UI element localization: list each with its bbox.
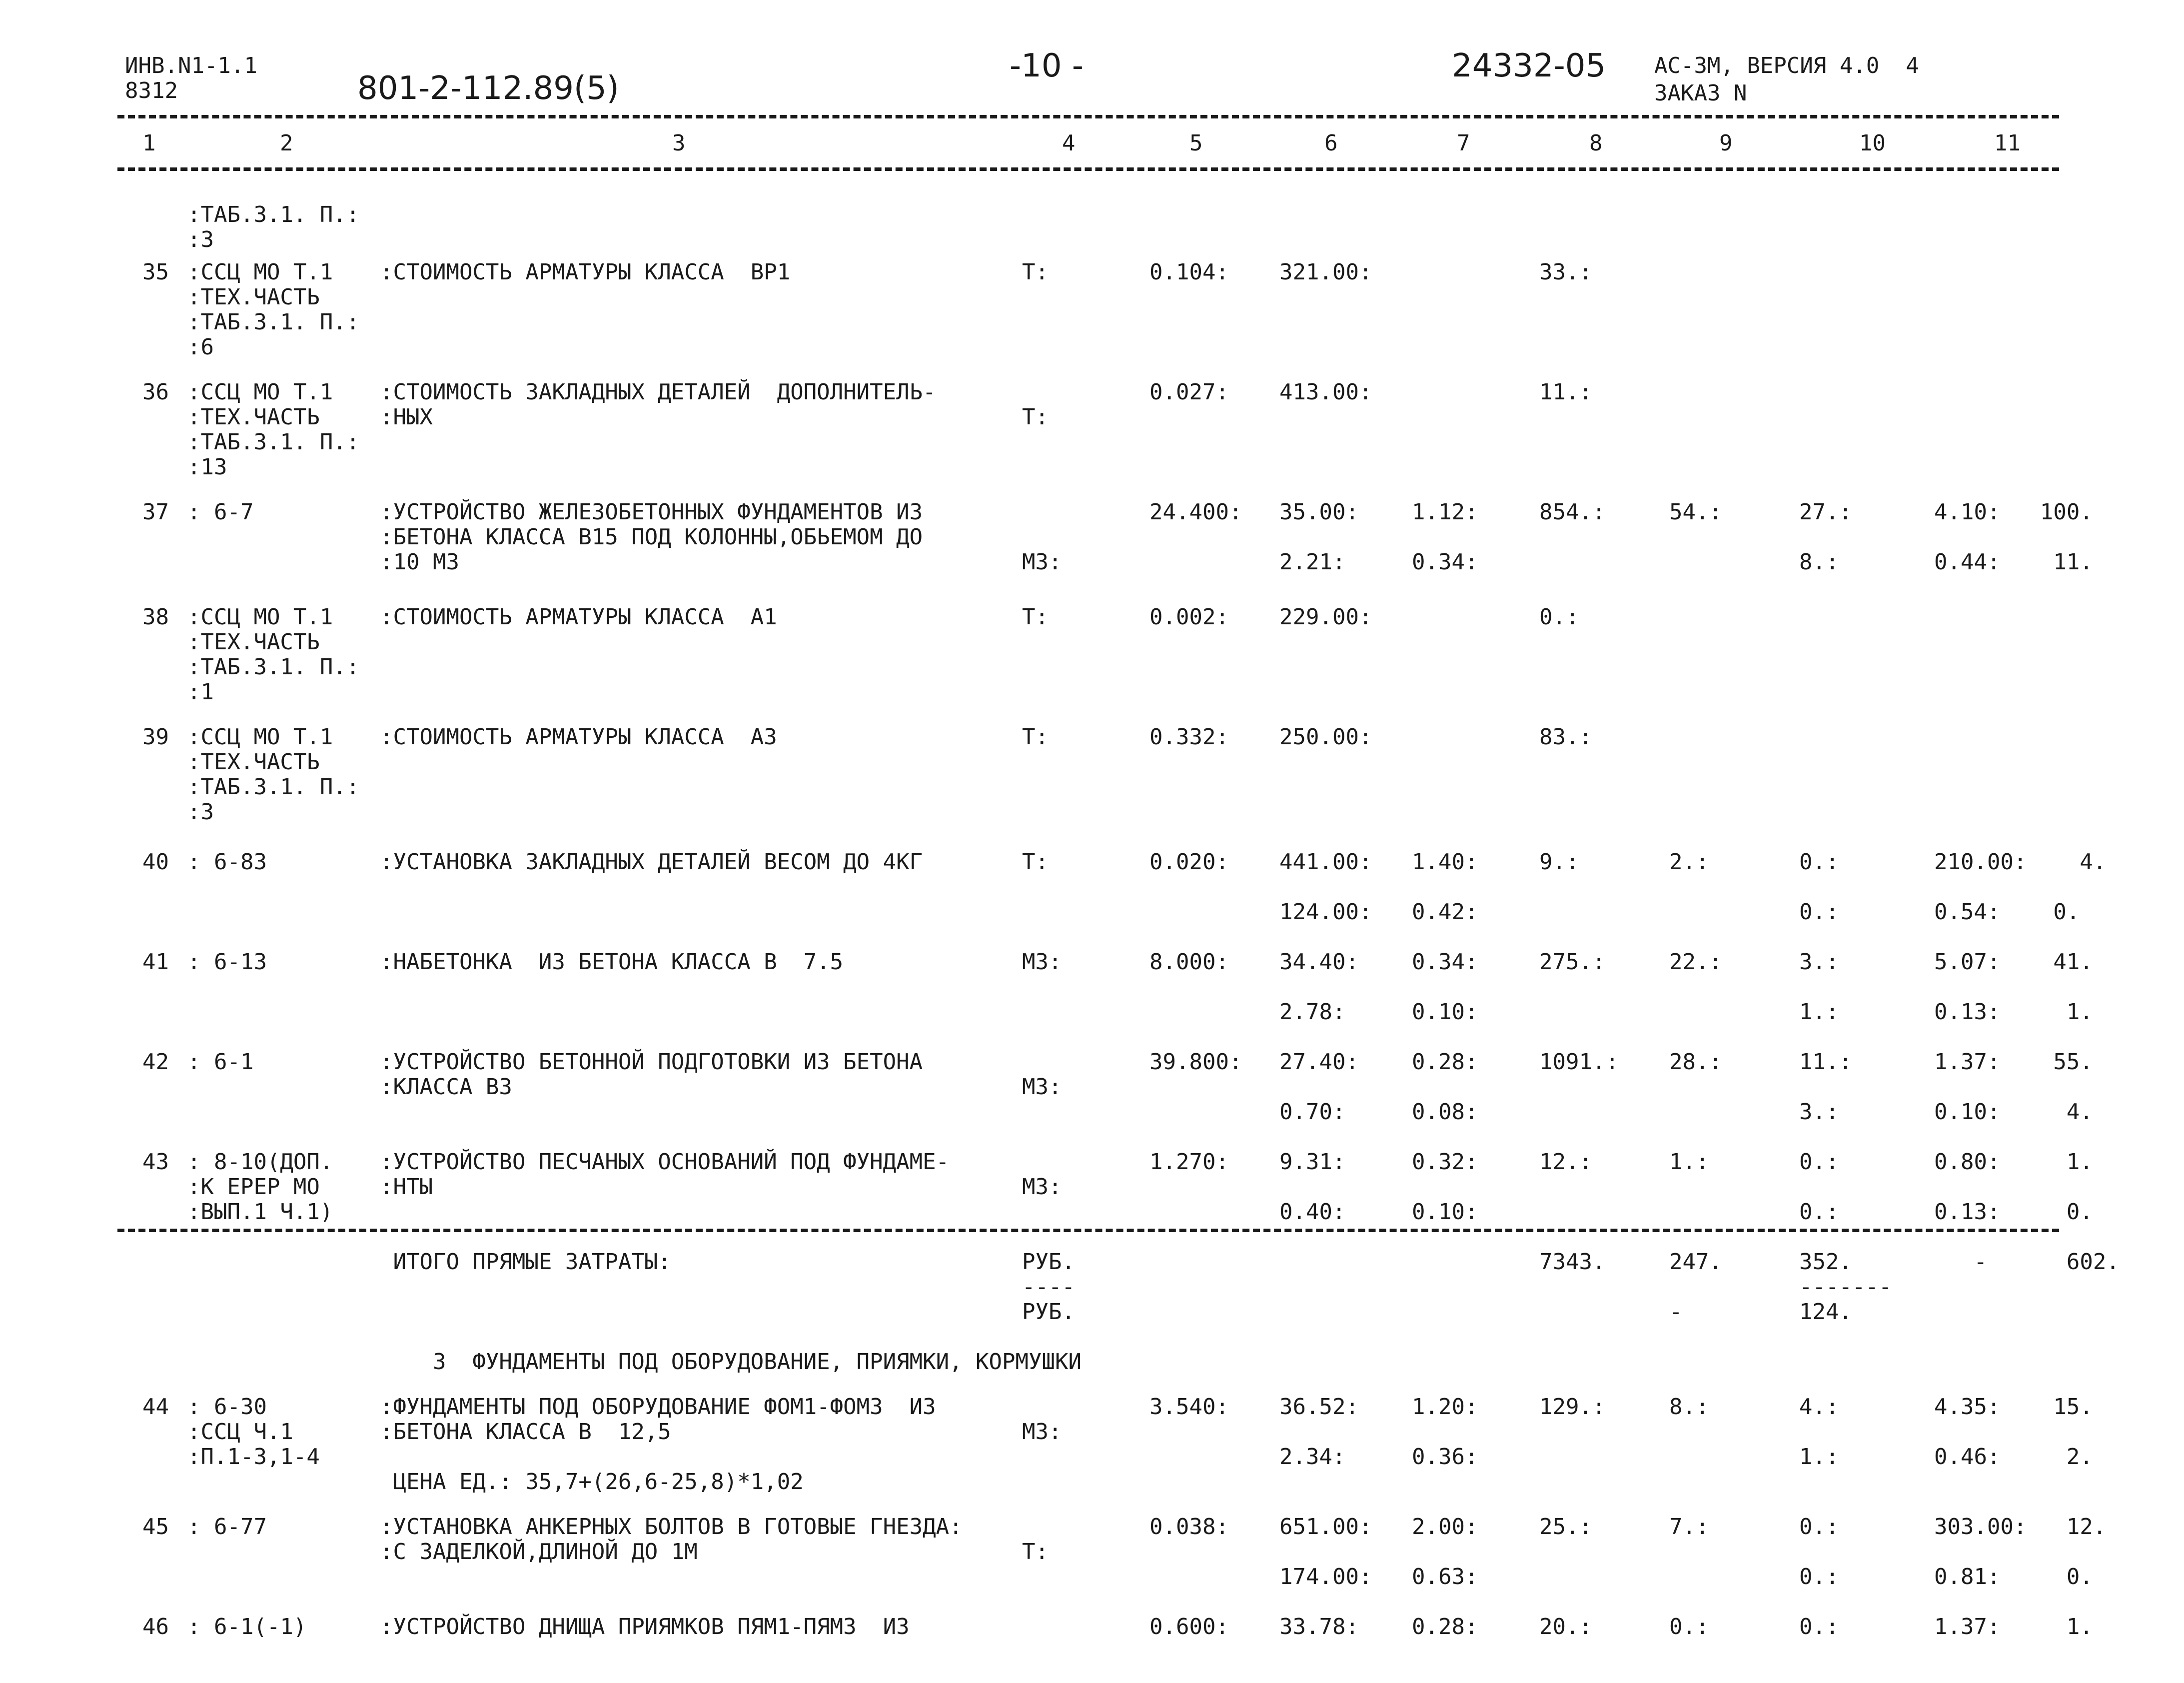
table-cell: 229.00: [1279, 604, 1372, 630]
table-cell: 0.13: 1. [1934, 999, 2093, 1025]
table-cell: : 6-77 [187, 1514, 267, 1540]
table-cell: - [1669, 1299, 1683, 1325]
inventory-number: ИНВ.N1-1.1 [125, 53, 257, 78]
table-cell: 5.07: 41. [1934, 949, 2093, 975]
table-cell: Т: [1022, 1539, 1049, 1565]
table-cell: 1.: [1799, 1444, 1839, 1470]
table-cell: : 6-13 [187, 949, 267, 975]
project-number: 24332-05 [1452, 47, 1606, 84]
column-number: 7 [1457, 130, 1470, 156]
table-cell: 44 [142, 1394, 169, 1420]
program-version: АС-3М, ВЕРСИЯ 4.0 4 [1654, 53, 1919, 78]
table-cell: 0.28: [1412, 1614, 1478, 1640]
table-cell: М3: [1022, 1419, 1062, 1445]
table-cell: 2.00: [1412, 1514, 1478, 1540]
table-cell: 247. [1669, 1249, 1722, 1275]
table-cell: :13 [187, 454, 227, 480]
table-cell: М3: [1022, 1074, 1062, 1100]
table-cell: :СТОИМОСТЬ АРМАТУРЫ КЛАССА А1 [380, 604, 777, 630]
table-cell: 0.10: [1412, 999, 1478, 1025]
table-cell: :ТЕХ.ЧАСТЬ [187, 404, 320, 430]
table-cell: 0.28: [1412, 1049, 1478, 1075]
column-number: 1 [142, 130, 156, 156]
column-number: 10 [1859, 130, 1886, 156]
column-number: 5 [1189, 130, 1203, 156]
table-cell: 0.332: [1149, 724, 1229, 750]
table-cell: 4.35: 15. [1934, 1394, 2093, 1420]
table-cell: 24.400: [1149, 499, 1242, 525]
table-cell: 41 [142, 949, 169, 975]
total-divider [117, 1229, 2059, 1232]
table-cell: 12.: [1539, 1149, 1592, 1175]
table-cell: 0.36: [1412, 1444, 1478, 1470]
table-cell: 0.: [1669, 1614, 1709, 1640]
table-cell: 0.10: 4. [1934, 1099, 2093, 1125]
table-cell: 39 [142, 724, 169, 750]
table-cell: 28.: [1669, 1049, 1722, 1075]
table-cell: :КЛАССА В3 [380, 1074, 512, 1100]
table-cell: :УСТАНОВКА АНКЕРНЫХ БОЛТОВ В ГОТОВЫЕ ГНЕЗДА: [380, 1514, 963, 1540]
header-divider-top [117, 115, 2059, 118]
table-cell: :НАБЕТОНКА ИЗ БЕТОНА КЛАССА В 7.5 [380, 949, 844, 975]
table-cell: 210.00: 4. [1934, 849, 2107, 875]
column-number: 6 [1324, 130, 1338, 156]
table-cell: :ТЕХ.ЧАСТЬ [187, 284, 320, 310]
table-cell: 9.31: [1279, 1149, 1346, 1175]
table-cell: 35 [142, 259, 169, 285]
table-cell: 854.: [1539, 499, 1606, 525]
table-cell: 0.13: 0. [1934, 1199, 2093, 1225]
table-cell: ---- [1022, 1274, 1075, 1300]
table-cell: : 6-1(-1) [187, 1614, 307, 1640]
table-cell: 0.70: [1279, 1099, 1346, 1125]
table-cell: 129.: [1539, 1394, 1606, 1420]
table-cell: :УСТАНОВКА ЗАКЛАДНЫХ ДЕТАЛЕЙ ВЕСОМ ДО 4КГ [380, 849, 923, 875]
table-cell: ИТОГО ПРЯМЫЕ ЗАТРАТЫ: [380, 1249, 671, 1275]
table-cell: 3 ФУНДАМЕНТЫ ПОД ОБОРУДОВАНИЕ, ПРИЯМКИ, КОРМУШКИ [380, 1349, 1082, 1375]
table-cell: 1.37: 55. [1934, 1049, 2093, 1075]
table-cell: 0.: [1799, 1564, 1839, 1590]
table-cell: :ССЦ Ч.1 [187, 1419, 293, 1445]
table-cell: :ССЦ МО Т.1 [187, 604, 333, 630]
table-cell: 0.: [1799, 1614, 1839, 1640]
table-cell: :СТОИМОСТЬ АРМАТУРЫ КЛАССА ВР1 [380, 259, 791, 285]
table-cell: 0.63: [1412, 1564, 1478, 1590]
table-cell: 124.00: [1279, 899, 1372, 925]
table-cell: :УСТРОЙСТВО ЖЕЛЕЗОБЕТОННЫХ ФУНДАМЕНТОВ ИЗ [380, 499, 923, 525]
table-cell: : 6-7 [187, 499, 254, 525]
table-cell: 39.800: [1149, 1049, 1242, 1075]
table-cell: - 602. [1934, 1249, 2120, 1275]
table-cell: 174.00: [1279, 1564, 1372, 1590]
table-cell: :БЕТОНА КЛАССА В 12,5 [380, 1419, 671, 1445]
table-cell: М3: [1022, 1174, 1062, 1200]
table-cell: 4.: [1799, 1394, 1839, 1420]
table-cell: 0.32: [1412, 1149, 1478, 1175]
table-cell: 1.20: [1412, 1394, 1478, 1420]
table-cell: 0.10: [1412, 1199, 1478, 1225]
table-cell: 38 [142, 604, 169, 630]
table-cell: 3.540: [1149, 1394, 1229, 1420]
table-cell: Т: [1022, 259, 1049, 285]
table-cell: : 6-1 [187, 1049, 254, 1075]
table-cell: :УСТРОЙСТВО ПЕСЧАНЫХ ОСНОВАНИЙ ПОД ФУНДАМЕ- [380, 1149, 950, 1175]
table-cell: :ТАБ.3.1. П.: [187, 202, 360, 227]
table-cell: 33.78: [1279, 1614, 1359, 1640]
table-cell: :К ЕРЕР МО [187, 1174, 320, 1200]
table-cell: 0.027: [1149, 379, 1229, 405]
column-number: 11 [1994, 130, 2021, 156]
table-cell: 0.81: 0. [1934, 1564, 2093, 1590]
table-cell: 0.: [1799, 1514, 1839, 1540]
table-cell: :ССЦ МО Т.1 [187, 259, 333, 285]
table-cell: :ФУНДАМЕНТЫ ПОД ОБОРУДОВАНИЕ ФОМ1-ФОМ3 ИЗ [380, 1394, 936, 1420]
table-cell: 0.44: 11. [1934, 549, 2093, 575]
table-cell: 352. [1799, 1249, 1852, 1275]
column-number: 8 [1589, 130, 1603, 156]
table-cell: Т: [1022, 604, 1049, 630]
table-cell: 2.34: [1279, 1444, 1346, 1470]
table-cell: 3.: [1799, 949, 1839, 975]
table-cell: :БЕТОНА КЛАССА В15 ПОД КОЛОННЫ,ОБЬЕМОМ ДО [380, 524, 923, 550]
table-cell: 36.52: [1279, 1394, 1359, 1420]
table-cell: 1.: [1799, 999, 1839, 1025]
header-divider-bottom [117, 167, 2059, 171]
table-cell: :ТАБ.3.1. П.: [187, 309, 360, 335]
table-cell: 651.00: [1279, 1514, 1372, 1540]
table-cell: 0.40: [1279, 1199, 1346, 1225]
table-cell: Т: [1022, 724, 1049, 750]
table-cell: :П.1-3,1-4 [187, 1444, 320, 1470]
page-number: -10 - [1010, 47, 1084, 84]
table-cell: 0.: [1799, 1199, 1839, 1225]
table-cell: 275.: [1539, 949, 1606, 975]
table-cell: 1091.: [1539, 1049, 1619, 1075]
table-cell: :НТЫ [380, 1174, 433, 1200]
table-cell: : 6-30 [187, 1394, 267, 1420]
column-number: 9 [1719, 130, 1733, 156]
table-cell: 8.: [1799, 549, 1839, 575]
table-cell: 0.46: 2. [1934, 1444, 2093, 1470]
table-cell: 27.: [1799, 499, 1852, 525]
table-cell: 36 [142, 379, 169, 405]
table-cell: 20.: [1539, 1614, 1592, 1640]
table-cell: :СТОИМОСТЬ ЗАКЛАДНЫХ ДЕТАЛЕЙ ДОПОЛНИТЕЛЬ- [380, 379, 936, 405]
table-cell: 8.: [1669, 1394, 1709, 1420]
table-cell: 83.: [1539, 724, 1592, 750]
table-cell: Т: [1022, 849, 1049, 875]
table-cell: 37 [142, 499, 169, 525]
table-cell: 27.40: [1279, 1049, 1359, 1075]
inventory-code: 8312 [125, 78, 178, 103]
table-cell: 45 [142, 1514, 169, 1540]
table-cell: :ТАБ.3.1. П.: [187, 654, 360, 680]
table-cell: :ТАБ.3.1. П.: [187, 774, 360, 800]
table-cell: 3.: [1799, 1099, 1839, 1125]
table-cell: 0.: [1799, 899, 1839, 925]
table-cell: :1 [187, 679, 214, 705]
table-cell: 2.78: [1279, 999, 1346, 1025]
table-cell: 2.: [1669, 849, 1709, 875]
table-cell: :3 [187, 227, 214, 252]
table-cell: 35.00: [1279, 499, 1359, 525]
table-cell: : 6-83 [187, 849, 267, 875]
table-cell: 413.00: [1279, 379, 1372, 405]
table-cell: 7343. [1539, 1249, 1606, 1275]
table-cell: 0.038: [1149, 1514, 1229, 1540]
table-cell: 0.: [1799, 849, 1839, 875]
table-cell: :6 [187, 334, 214, 360]
table-cell: 7.: [1669, 1514, 1709, 1540]
table-cell: 42 [142, 1049, 169, 1075]
document-code: 801-2-112.89(5) [357, 70, 619, 107]
column-number: 2 [280, 130, 293, 156]
table-cell: 0.104: [1149, 259, 1229, 285]
table-cell: 34.40: [1279, 949, 1359, 975]
table-cell: 33.: [1539, 259, 1592, 285]
table-cell: 0.54: 0. [1934, 899, 2080, 925]
table-cell: 250.00: [1279, 724, 1372, 750]
table-cell: ЦЕНА ЕД.: 35,7+(26,6-25,8)*1,02 [380, 1469, 804, 1495]
table-cell: 1.: [1669, 1149, 1709, 1175]
table-cell: 0.002: [1149, 604, 1229, 630]
table-cell: 1.270: [1149, 1149, 1229, 1175]
table-cell: 0.020: [1149, 849, 1229, 875]
table-cell: 1.37: 1. [1934, 1614, 2093, 1640]
table-cell: : 8-10(ДОП. [187, 1149, 333, 1175]
table-cell: 0.42: [1412, 899, 1478, 925]
column-number: 3 [672, 130, 686, 156]
table-cell: Т: [1022, 404, 1049, 430]
table-cell: 8.000: [1149, 949, 1229, 975]
table-cell: 0.34: [1412, 949, 1478, 975]
table-cell: :3 [187, 799, 214, 825]
table-cell: 11.: [1799, 1049, 1852, 1075]
table-cell: :ТАБ.3.1. П.: [187, 429, 360, 455]
table-cell: РУБ. [1022, 1249, 1075, 1275]
table-cell: 1.40: [1412, 849, 1478, 875]
table-cell: 0.80: 1. [1934, 1149, 2093, 1175]
table-cell: ------- [1799, 1274, 1892, 1300]
table-cell: 0.: [1799, 1149, 1839, 1175]
table-cell: 0.34: [1412, 549, 1478, 575]
table-cell: 43 [142, 1149, 169, 1175]
table-cell: 124. [1799, 1299, 1852, 1325]
table-cell: 0.: [1539, 604, 1579, 630]
table-cell: :ТЕХ.ЧАСТЬ [187, 749, 320, 775]
order-label: ЗАКАЗ N [1654, 80, 1747, 106]
table-cell: :УСТРОЙСТВО ДНИЩА ПРИЯМКОВ ПЯМ1-ПЯМ3 ИЗ [380, 1614, 910, 1640]
table-cell: 54.: [1669, 499, 1722, 525]
table-cell: :ССЦ МО Т.1 [187, 724, 333, 750]
table-cell: 0.08: [1412, 1099, 1478, 1125]
table-cell: 321.00: [1279, 259, 1372, 285]
table-cell: 0.600: [1149, 1614, 1229, 1640]
table-cell: 9.: [1539, 849, 1579, 875]
table-cell: 303.00: 12. [1934, 1514, 2107, 1540]
column-number: 4 [1062, 130, 1076, 156]
table-cell: М3: [1022, 549, 1062, 575]
table-cell: 4.10: 100. [1934, 499, 2093, 525]
table-cell: 441.00: [1279, 849, 1372, 875]
table-cell: :УСТРОЙСТВО БЕТОННОЙ ПОДГОТОВКИ ИЗ БЕТОНА [380, 1049, 923, 1075]
table-cell: РУБ. [1022, 1299, 1075, 1325]
table-cell: :ВЫП.1 Ч.1) [187, 1199, 333, 1225]
table-cell: 22.: [1669, 949, 1722, 975]
table-cell: :ТЕХ.ЧАСТЬ [187, 629, 320, 655]
table-cell: :С ЗАДЕЛКОЙ,ДЛИНОЙ ДО 1М [380, 1539, 698, 1565]
table-cell: 25.: [1539, 1514, 1592, 1540]
table-cell: :НЫХ [380, 404, 433, 430]
table-cell: 1.12: [1412, 499, 1478, 525]
table-cell: 40 [142, 849, 169, 875]
table-cell: :10 М3 [380, 549, 459, 575]
table-cell: М3: [1022, 949, 1062, 975]
table-cell: 46 [142, 1614, 169, 1640]
table-cell: :СТОИМОСТЬ АРМАТУРЫ КЛАССА А3 [380, 724, 777, 750]
table-cell: 11.: [1539, 379, 1592, 405]
table-cell: :ССЦ МО Т.1 [187, 379, 333, 405]
table-cell: 2.21: [1279, 549, 1346, 575]
